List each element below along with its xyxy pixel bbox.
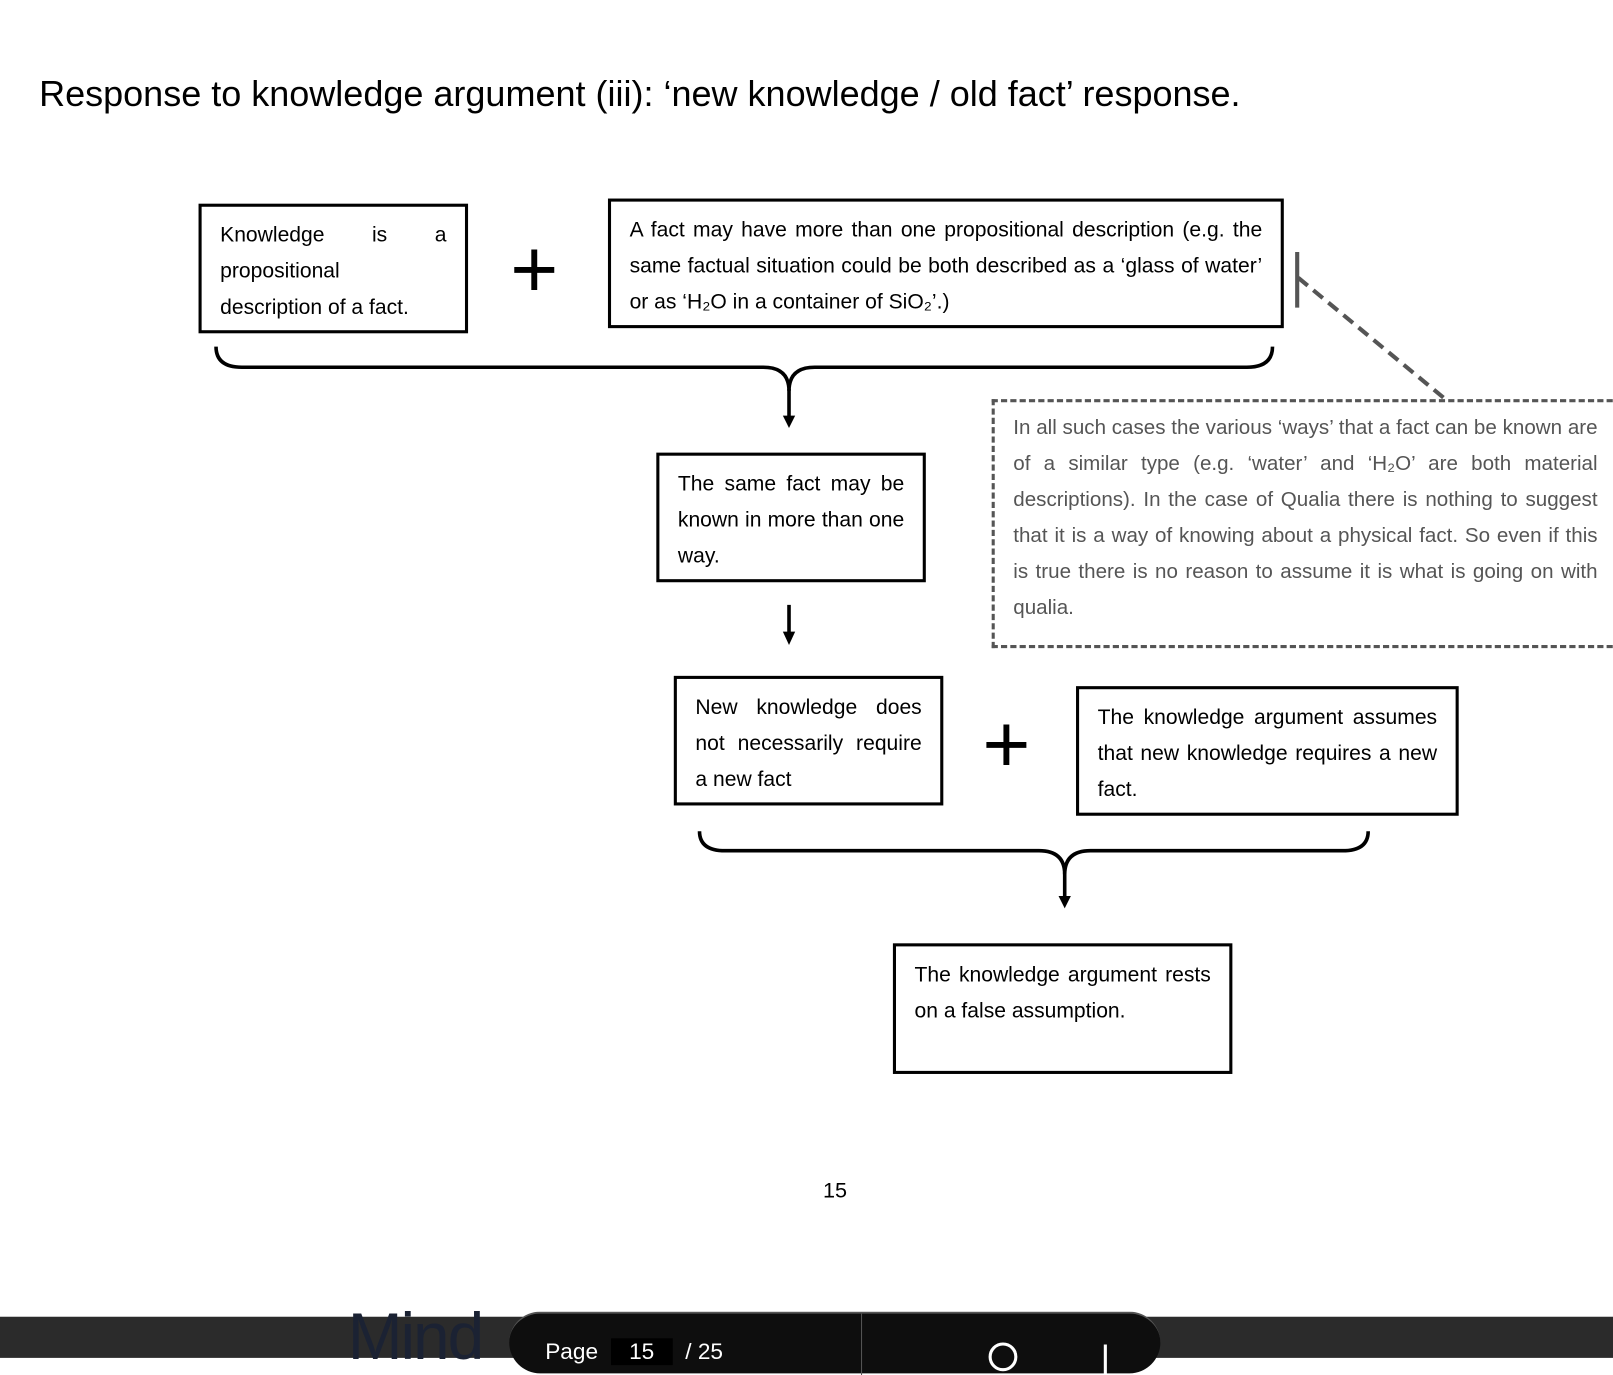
callout-dashed-line xyxy=(1298,278,1445,399)
page-indicator xyxy=(545,1338,723,1365)
box-conclusion: The knowledge argument rests on a false assumption. xyxy=(893,943,1232,1074)
brace-bottom xyxy=(700,831,1369,874)
box-fact-descriptions: A fact may have more than one propositional description (e.g. the same factual situation could be both described as a ‘glass of water’ or as ‘H₂O in a container of SiO₂’.) xyxy=(608,199,1284,329)
zoom-icon[interactable] xyxy=(989,1342,1018,1371)
page-separator: / xyxy=(685,1338,692,1365)
box-argument-assumes: The knowledge argument assumes that new knowledge requires a new fact. xyxy=(1076,686,1459,816)
arrowhead-1 xyxy=(783,416,795,428)
plus-operator-1: + xyxy=(510,223,559,315)
brand-watermark: Mind xyxy=(347,1299,483,1374)
page-controls xyxy=(509,1312,1160,1374)
plus-operator-2: + xyxy=(982,698,1031,791)
critique-callout: In all such cases the various ‘ways’ that a fact can be known are of a similar type (e.g. ‘water’ and ‘H₂O’ are both material descriptions). In the case of Qualia there is nothing to suggest that it is a way of knowing about a physical fact. So even if this is true there is no reason to assume it is what is going on with qualia. xyxy=(992,399,1613,648)
arrowhead-2 xyxy=(783,632,795,645)
toolbar-divider xyxy=(861,1314,862,1375)
box-same-fact: The same fact may be known in more than one way. xyxy=(656,453,926,583)
box-knowledge-definition: Knowledge is a propositional description of a fact. xyxy=(199,204,469,334)
box-new-knowledge: New knowledge does not necessarily require a new fact xyxy=(674,676,944,806)
page-label: Page xyxy=(545,1338,599,1365)
page-title: Response to knowledge argument (iii): ‘new knowledge / old fact’ response. xyxy=(39,74,1241,115)
brace-top xyxy=(216,347,1272,391)
arrowhead-3 xyxy=(1059,896,1071,908)
current-page-input[interactable]: 15 xyxy=(611,1338,673,1365)
total-pages: 25 xyxy=(697,1338,724,1365)
page-number: 15 xyxy=(822,1178,847,1203)
zoom-in-icon[interactable] xyxy=(1104,1345,1107,1375)
